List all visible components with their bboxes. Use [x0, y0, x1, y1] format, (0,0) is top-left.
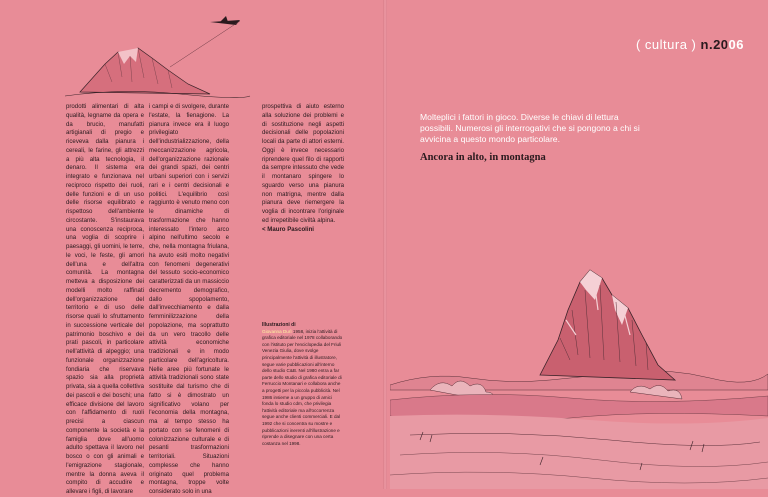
issue-prefix: n.: [700, 37, 714, 52]
article-title: Ancora in alto, in montagna: [420, 152, 546, 163]
issue-header: [636, 37, 744, 52]
illustrations-heading: Illustrazioni di: [262, 322, 296, 328]
author-signature: < Mauro Pascolini: [262, 225, 314, 233]
body-text: i campi e di svolgere, durante l'estate, la fienagione. La pianura invece era il luogo privilegiato dell'industrializzazione, della meccanizzazione agricola, dell'organizzazione razionale dei grandi spazi, dei centri urbani superiori con i servizi rari e i centri decisionali e politici. L'equilibrio così raggiunto è venuto meno con le dinamiche di trasformazione che hanno interessato l'intero arco alpino nell'ultimo secolo e che, nella montagna friulana, ha avuto esiti molto negativi con fenomeni degenerativi del tessuto socio-economico caratterizzati da un massiccio decremento demografico, dallo spopolamento, dall'invecchiamento e dalla femminilizzazione della popolazione, ma soprattutto da un vero tracollo delle attività economiche tradizionali e in modo particolare dell'agricoltura. Nelle aree più fortunate le attività tradizionali sono state sostituite dal turismo che di fatto si è dimostrato un significativo volano per l'economia della montagna, ma al tempo stesso ha portato con se fenomeni di colonizzazione culturale e di pesanti trasformazioni territoriali. Situazioni complesse che hanno originato quel problema montagna, troppe volte considerato solo in una: [149, 103, 229, 495]
illustrator-bio: 1958, inizia l'attività di grafica editoriale nel 1978 collaborando con l'istituto per l'enciclopedia del Friuli Venezia Giulia, dove svolge principalmente l'attività di illustratore, segue varie pubblicazioni all'interno dello studio C&B. Nel 1980 entra a far parte dello studio di grafica editoriale di Ferruccio Montanari e collabora anche a progetti per la piccola pubblicità. Nel 1986 insieme a un gruppo di amici fonda lo studio cdm, che privilegia l'attività editoriale ma all'occorrenza segue anche clienti commerciali. E dal 1992 che si concentra su mostre e pubblicazioni inerenti all'illustrazione e riprende a disegnare con una certa costanza nel 1998.: [262, 328, 343, 446]
article-column-3: [262, 103, 344, 234]
article-column-2: [149, 103, 229, 497]
body-text: prospettiva di aiuto esterno alla soluzione dei problemi e di sostituzione negli aspetti decisionali delle popolazioni locali da parte di attori esterni. Oggi è invece necessario riprendere quel filo di rapporti da sempre intessuto che vede il montanaro spingere lo sguardo verso una pianura non matrigna, mentre dalla pianura deve riemergere la voglia di incontrare l'originale ed irrepetibile civiltà alpina.: [262, 103, 344, 224]
mountain-landscape-drawing: [390, 240, 768, 489]
mountain-drawing-small: [60, 12, 260, 102]
section-label: ( cultura ): [635, 37, 697, 52]
article-column-1: [66, 103, 144, 497]
airplane-drawing: [170, 16, 240, 67]
page-gutter: [383, 0, 387, 489]
issue-number: 20: [713, 37, 729, 52]
body-text: prodotti alimentari di alta qualità, legname da opera e da brucio, manufatti artigianali di pregio e riceveva dalla pianura i cereali, le farine, gli attrezzi a più alta tecnologia, il denaro. Il sistema era integrato e funzionava nel reciproco rispetto dei ruoli, delle funzioni e di un uso delle risorse equilibrato e rispettoso dell'ambiente circostante. S'instaurava una conoscenza reciproca, una voglia di scoprire i paesaggi, gli uomini, le terre, le voci, le feste, gli amori dell'una e dell'altra comunità. La montagna metteva a disposizione dei modelli molto raffinati dell'organizzazione del territorio e di uso delle risorse quali lo sfruttamento in successione verticale del patrimonio boschivo e dei prati pascoli, in particolare nell'attività di alpeggio; una funzionale organizzazione fondiaria che riservava spazio sia alla proprietà privata, sia a quella collettiva dei pascoli e dei boschi; una efficace divisione del lavoro con l'affidamento di ruoli precisi a ciascun componente la società e la famiglia dove all'uomo adulto spettava il lavoro nel bosco o con gli animali e l'emigrazione stagionale, mentre la donna aveva il compito di accudire e allevare i figli, di lavorare: [66, 103, 144, 495]
illustrator-name: Giovanna Durì: [262, 328, 292, 334]
issue-year: 06: [728, 37, 744, 52]
illustrator-credit: [262, 322, 344, 447]
article-intro: Molteplici i fattori in gioco. Diverse le chiavi di lettura possibili. Numerosi gli interrogativi che si pongono a chi si avvicina a questo mondo particolare.: [420, 112, 640, 144]
